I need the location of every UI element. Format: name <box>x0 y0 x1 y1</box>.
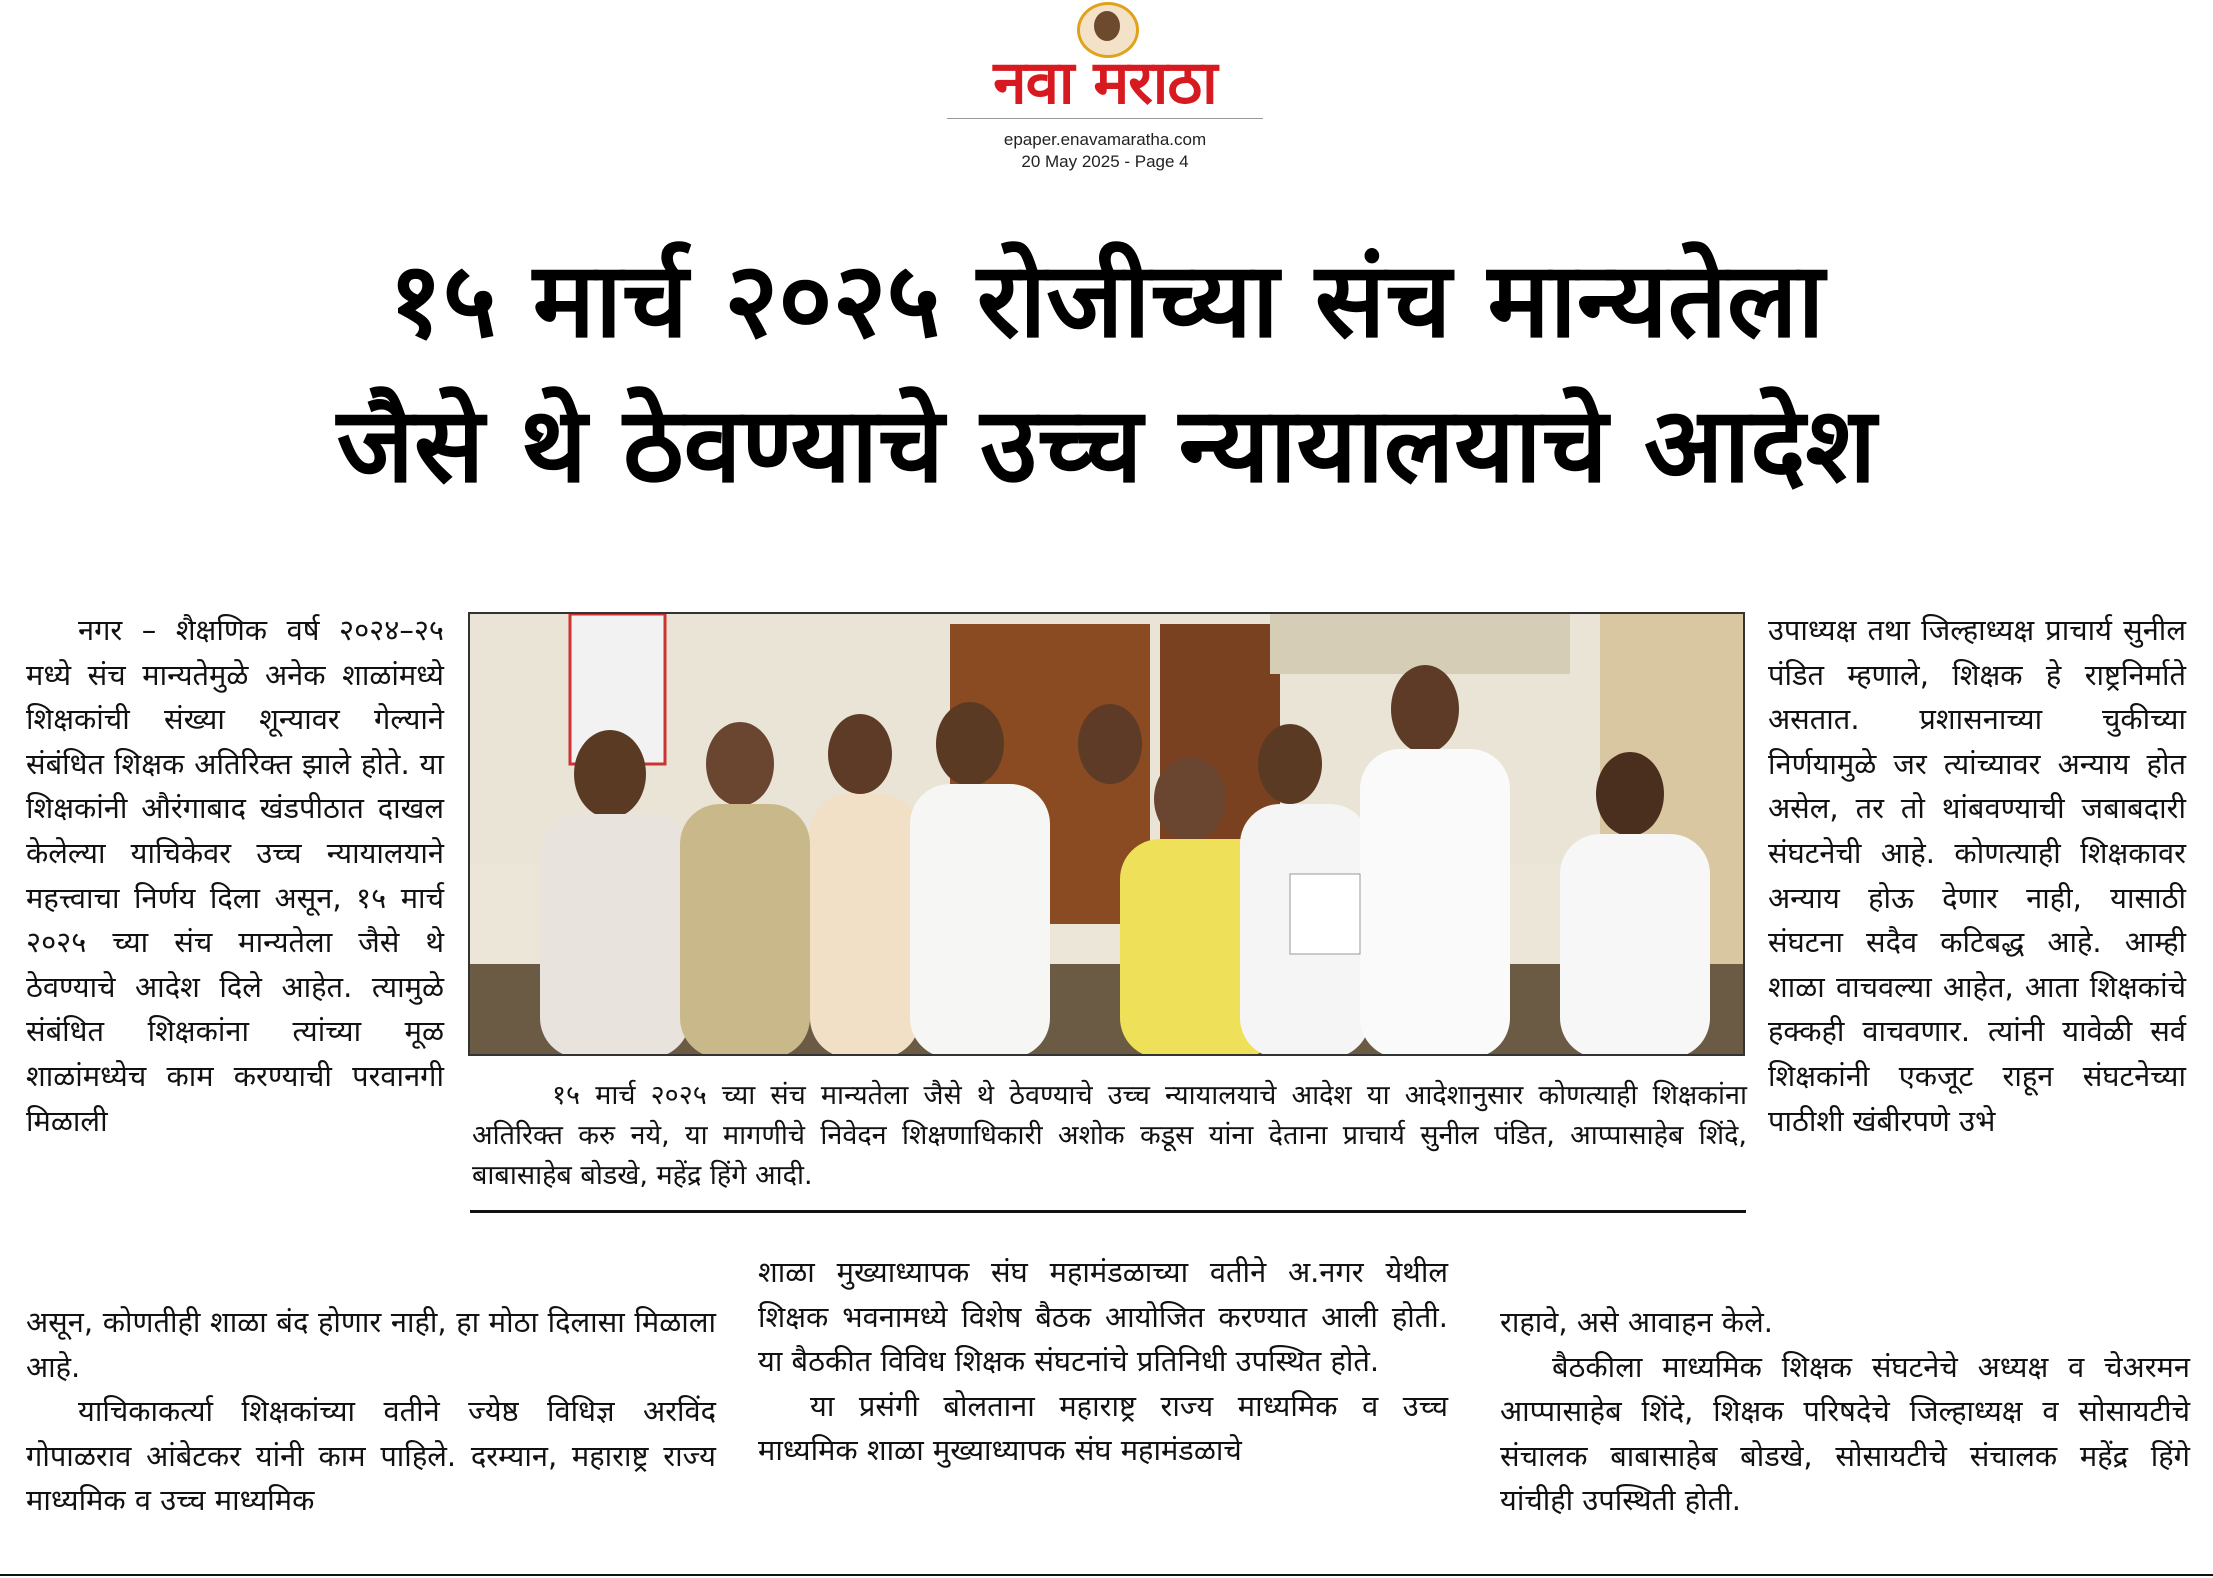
page-bottom-rule <box>0 1574 2213 1576</box>
article-paragraph: बैठकीला माध्यमिक शिक्षक संघटनेचे अध्यक्ष व चेअरमन आप्पासाहेब शिंदे, शिक्षक परिषदेचे जिल्हाध्यक्ष व सोसायटीचे संचालक बाबासाहेब बोडखे, सोसायटीचे संचालक महेंद्र हिंगे यांचीही उपस्थिती होती. <box>1500 1349 2190 1518</box>
article-column-1 <box>26 608 444 1143</box>
article-paragraph: उपाध्यक्ष तथा जिल्हाध्यक्ष प्राचार्य सुनील पंडित म्हणाले, शिक्षक हे राष्ट्रनिर्माते असतात. प्रशासनाच्या चुकीच्या निर्णयामुळे जर त्यांच्यावर अन्याय होत असेल, तर तो थांबवण्याची जबाबदारी संघटनेची आहे. कोणत्याही शिक्षकावर अन्याय होऊ देणार नाही, यासाठी संघटना सदैव कटिबद्ध आहे. आम्ही शाळा वाचवल्या आहेत, आता शिक्षकांचे हक्कही वाचवणार. त्यांनी यावेळी सर्व शिक्षकांनी एकजूट राहून संघटनेच्या पाठीशी खंबीरपणे उभे <box>1768 613 2186 1138</box>
article-column-3-continued <box>1500 1300 2190 1523</box>
article-column-3 <box>1768 608 2186 1143</box>
headline-line-2: जैसे थे ठेवण्याचे उच्च न्यायालयाचे आदेश <box>336 384 1877 506</box>
article-paragraph: राहावे, असे आवाहन केले. <box>1500 1305 1773 1339</box>
edition-url: epaper.enavamaratha.com <box>1003 130 1207 149</box>
masthead-tagline-divider <box>947 118 1263 127</box>
news-photo-image <box>470 614 1745 1056</box>
article-paragraph: याचिकाकर्त्या शिक्षकांच्या वतीने ज्येष्ठ विधिज्ञ अरविंद गोपाळराव आंबेटकर यांनी काम पाहिले. दरम्यान, महाराष्ट्र राज्य माध्यमिक व उच्च माध्यमिक <box>26 1394 716 1518</box>
article-column-2 <box>758 1250 1448 1473</box>
photo-caption: १५ मार्च २०२५ च्या संच मान्यतेला जैसे थे ठेवण्याचे उच्च न्यायालयाचे आदेश या आदेशानुसार कोणत्याही शिक्षकांना अतिरिक्त करु नये, या मागणीचे निवेदन शिक्षणाधिकारी अशोक कडूस यांना देताना प्राचार्य सुनील पंडित, आप्पासाहेब शिंदे, बाबासाहेब बोडखे, महेंद्र हिंगे आदी. <box>472 1080 1747 1191</box>
headline-line-1: १५ मार्च २०२५ रोजीच्या संच मान्यतेला <box>388 239 1825 361</box>
article-paragraph: या प्रसंगी बोलताना महाराष्ट्र राज्य माध्यमिक व उच्च माध्यमिक शाळा मुख्याध्यापक संघ महामंडळाचे <box>758 1388 1448 1468</box>
edition-date-page: 20 May 2025 - Page 4 <box>1021 152 1189 171</box>
article-column-1-continued <box>26 1300 716 1523</box>
masthead <box>905 0 1305 175</box>
news-photo <box>468 612 1745 1056</box>
newspaper-logo: नवा मराठा <box>993 48 1217 118</box>
headline <box>20 228 2193 518</box>
article-paragraph: नगर – शैक्षणिक वर्ष २०२४–२५ मध्ये संच मान्यतेमुळे अनेक शाळांमध्ये शिक्षकांची संख्या शून्यावर गेल्याने संबंधित शिक्षक अतिरिक्त झाले होते. या शिक्षकांनी औरंगाबाद खंडपीठात दाखल केलेल्या याचिकेवर उच्च न्यायालयाने महत्त्वाचा निर्णय दिला असून, १५ मार्च २०२५ च्या संच मान्यतेला जैसे थे ठेवण्याचे आदेश दिले आहेत. त्यामुळे संबंधित शिक्षकांना त्यांच्या मूळ शाळांमध्येच काम करण्याची परवानगी मिळाली <box>26 613 444 1138</box>
article-paragraph: शाळा मुख्याध्यापक संघ महामंडळाच्या वतीने अ.नगर येथील शिक्षक भवनामध्ये विशेष बैठक आयोजित करण्यात आली होती. या बैठकीत विविध शिक्षक संघटनांचे प्रतिनिधी उपस्थित होते. <box>758 1255 1448 1379</box>
article-paragraph: असून, कोणतीही शाळा बंद होणार नाही, हा मोठा दिलासा मिळाला आहे. <box>26 1305 716 1384</box>
caption-divider <box>470 1210 1746 1213</box>
